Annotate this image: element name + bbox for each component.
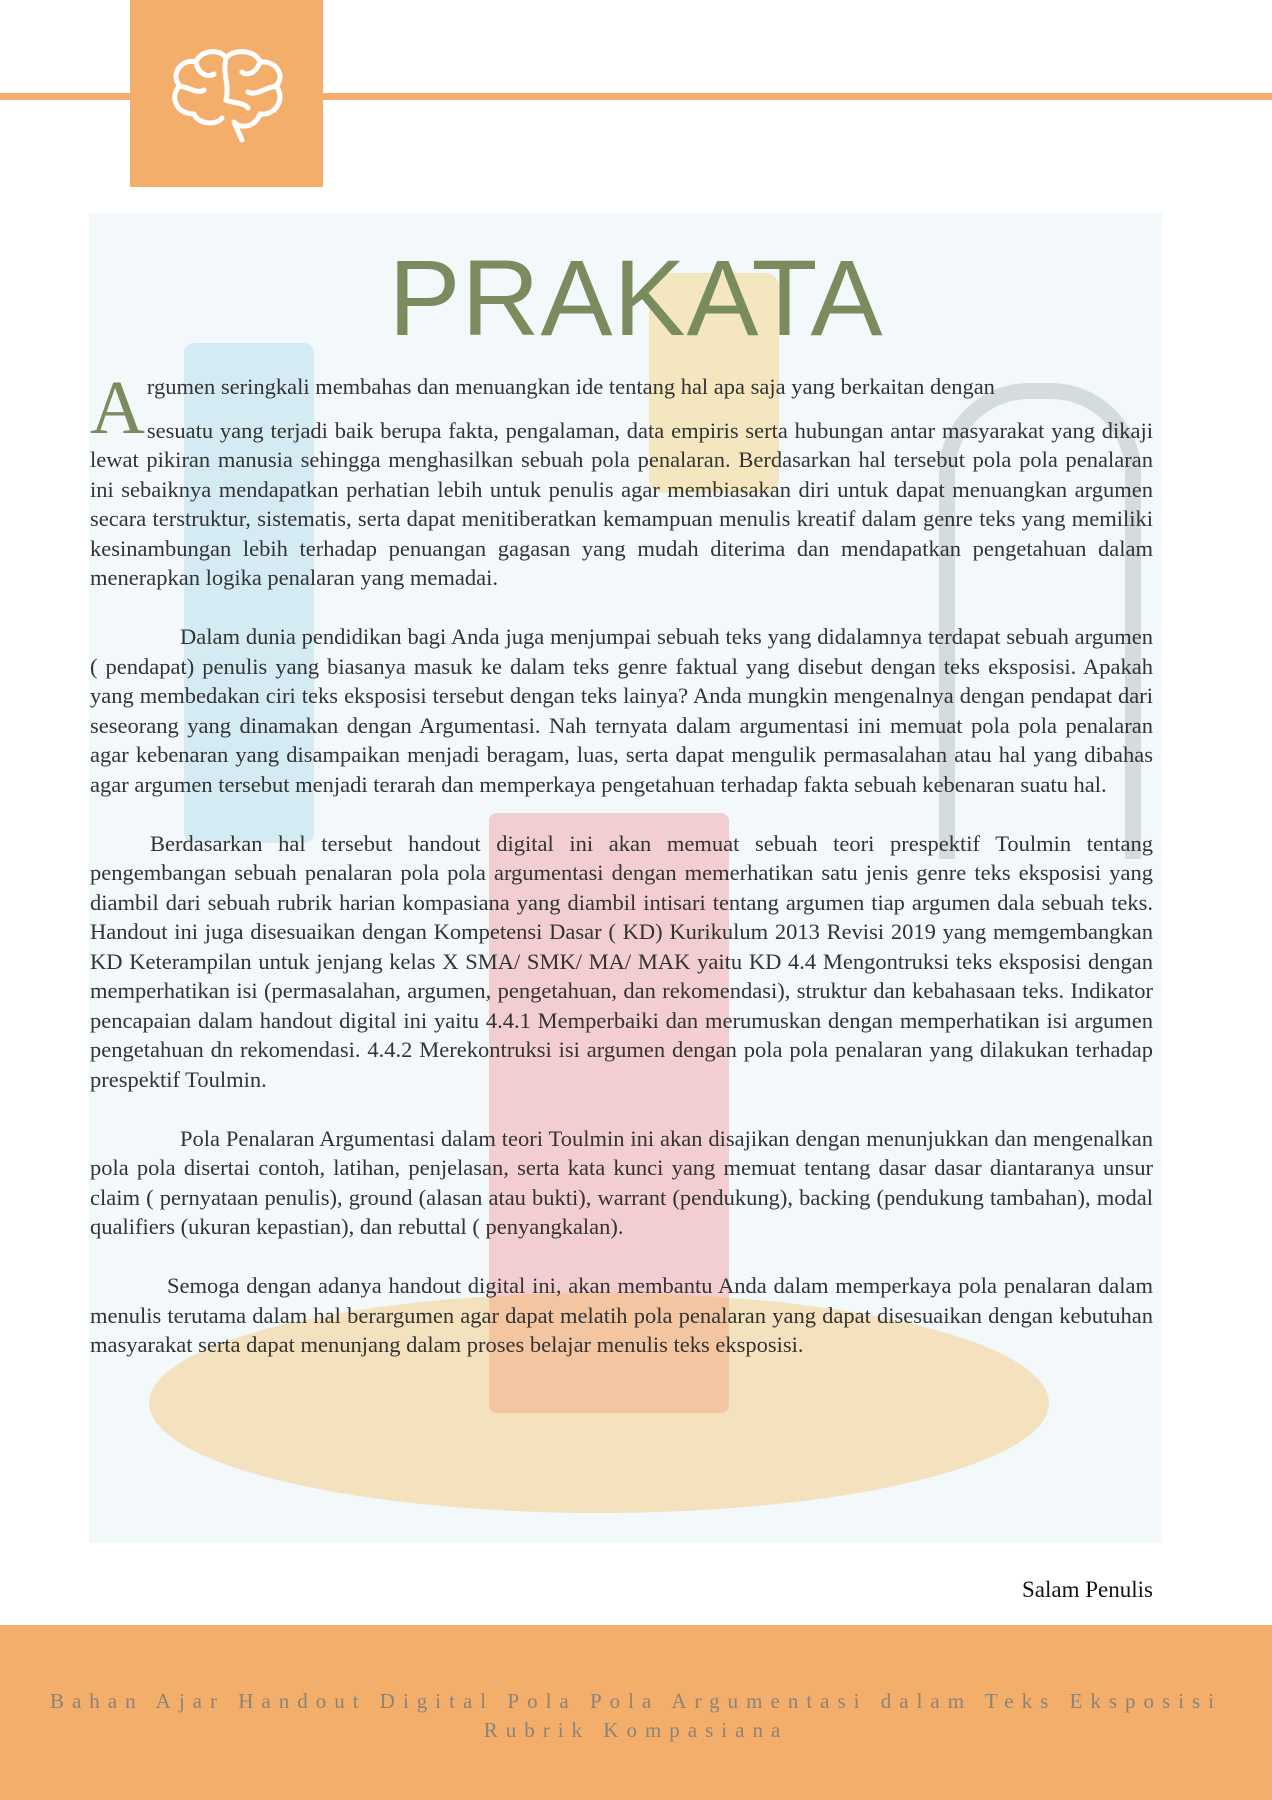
signature: Salam Penulis [1022, 1577, 1153, 1602]
paragraph-3: Berdasarkan hal tersebut handout digital ini akan memuat sebuah teori prespektif Toulmin tentang pengembangan sebuah penalaran pola pola argumentasi dengan memerhatikan satu jenis genre teks eksposisi yang diambil dari sebuah rubrik harian kompasiana yang diambil intisari tentang argumen tiap argumen dala sebuah teks. Handout ini juga disesuaikan dengan Kompetensi Dasar ( KD) Kurikulum 2013 Revisi 2019 yang memgembangkan KD Keterampilan untuk jenjang kelas X SMA/ SMK/ MA/ MAK yaitu KD 4.4 Mengontruksi teks eksposisi dengan memperhatikan isi (permasalahan, argumen, pengetahuan, dan rekomendasi), struktur dan kebahasaan teks. Indikator pencapaian dalam handout digital ini yaitu 4.4.1 Memperbaiki dan merumuskan dengan memperhatikan isi argumen pengetahuan dn rekomendasi. 4.4.2 Merekontruksi isi argumen dengan pola pola penalaran yang dilakukan terhadap prespektif Toulmin. [90, 830, 1153, 1092]
paragraph-1 [90, 366, 1153, 593]
logo-box [130, 0, 323, 187]
paragraph-1-first-line: rgumen seringkali membahas dan menuangkan ide tentang hal apa saja yang berkaitan dengan [146, 374, 995, 399]
page-title: PRAKATA [388, 237, 884, 358]
paragraph-2: Dalam dunia pendidikan bagi Anda juga menjumpai sebuah teks yang didalamnya terdapat sebuah argumen ( pendapat) penulis yang biasanya masuk ke dalam teks genre faktual yang disebut dengan teks eksposisi. Apakah yang membedakan ciri teks eksposisi tersebut dengan teks lainya? Anda mungkin mengenalnya dengan pendapat dari seseorang yang dinamakan dengan Argumentasi. Nah ternyata dalam argumentasi ini memuat pola pola penalaran agar kebenaran yang disampaikan menjadi beragam, luas, serta dapat mengulik permasalahan atau hal yang dibahas agar argumen tersebut menjadi terarah dan memperkaya pengetahuan terhadap fakta sebuah kebenaran suatu hal. [90, 624, 1153, 797]
drop-cap: A [90, 366, 145, 450]
paragraph-1-text: sesuatu yang terjadi baik berupa fakta, pengalaman, data empiris serta hubungan antar masyarakat yang dikaji lewat pikiran manusia sehingga menghasilkan sebuah pola penalaran. Berdasarkan hal tersebut pola pola penalaran ini sebaiknya mendapatkan perhatian lebih untuk penulis agar membiasakan diri untuk dapat menuangkan argumen secara terstruktur, sistematis, serta dapat menitiberatkan kemampuan menulis kreatif dalam genre teks yang memiliki kesinambungan lebih terhadap penuangan gagasan yang mudah diterima dan mendapatkan pengetahuan dalam menerapkan logika penalaran yang memadai. [90, 417, 1153, 590]
paragraph-4: Pola Penalaran Argumentasi dalam teori Toulmin ini akan disajikan dengan menunjukkan dan mengenalkan pola pola disertai contoh, latihan, penjelasan, serta kata kunci yang memuat tentang dasar dasar diantaranya unsur claim ( pernyataan penulis), ground (alasan atau bukti), warrant (pendukung), backing (pendukung tambahan), modal qualifiers (ukuran kepastian), dan rebuttal ( penyangkalan). [90, 1125, 1153, 1239]
preface-body [90, 366, 1153, 1389]
paragraph-5: Semoga dengan adanya handout digital ini, akan membantu Anda dalam memperkaya pola penalaran dalam menulis terutama dalam hal berargumen agar dapat melatih pola penalaran yang dapat disesuaikan dengan kebutuhan masyarakat serta dapat menunjang dalam proses belajar menulis teks eksposisi. [90, 1273, 1153, 1357]
brain-icon [164, 44, 290, 144]
footer-line-2: Rubrik Kompasiana [483, 1718, 789, 1742]
footer-text [0, 1687, 1272, 1745]
footer-line-1: Bahan Ajar Handout Digital Pola Pola Argumentasi dalam Teks Eksposisi [49, 1689, 1223, 1713]
